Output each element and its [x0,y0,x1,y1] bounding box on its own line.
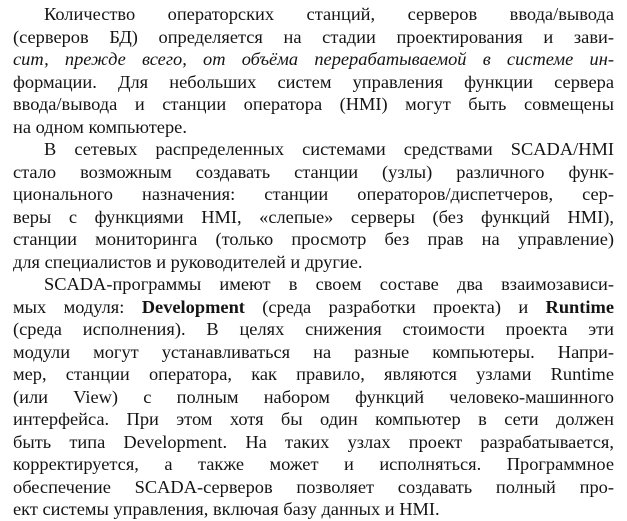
text-run: обеспечение SCADA-серверов позволяет создавать полный про- [13,476,614,497]
text-run: ционального назначения: станции операторов/диспетчеров, сер- [13,184,614,204]
italic-text: сит, прежде всего, от объёма перерабатываемой в системе ин- [13,49,614,69]
text-run: В сетевых распределенных системами средствами SCADA/HMI [44,139,614,159]
text-run: веры с функциями HMI, «слепые» серверы (без функций HMI), [13,206,614,227]
text-run: станции мониторинга (только просмотр без прав на управление) [13,229,614,249]
text-line [13,206,614,229]
text-run: на одном компьютере. [13,116,187,137]
text-line [13,93,614,116]
text-run: SCADA-программы имеют в своем составе два взаимозависи- [44,274,614,294]
text-line [13,116,614,139]
text-run: (серверов БД) определяется на стадии проектирования и зави- [13,26,614,47]
text-line [13,183,614,206]
paragraph [13,273,614,521]
text-line [13,431,614,454]
text-run: (или View) с полным набором функций человеко-машинного [13,386,614,407]
text-run: мер, станции оператора, как правило, являются узлами Runtime [13,364,614,384]
text-line [13,363,614,386]
text-line [13,453,614,476]
document-page [13,3,614,521]
text-line [13,386,614,409]
text-line [13,161,614,184]
text-run: мых модуля: [13,296,142,317]
text-line [13,341,614,364]
paragraph [13,138,614,273]
text-run: корректируется, а также может и исполняться. Программное [13,454,614,474]
text-line [13,26,614,49]
bold-term: Runtime [545,296,614,317]
paragraph [13,3,614,138]
text-line [13,3,614,26]
text-run: стало возможным создавать станции (узлы) различного функ- [13,161,614,182]
text-line [13,408,614,431]
text-line [13,318,614,341]
bold-term: Development [141,296,245,317]
text-line [13,138,614,161]
text-line [13,476,614,499]
text-line [13,228,614,251]
text-run: Количество операторских станций, серверов ввода/вывода [44,4,614,24]
text-run: модули могут устанавливаться на разные компьютеры. Напри- [13,341,614,362]
text-line [13,296,614,319]
text-run: формации. Для небольших систем управления функции сервера [13,71,614,92]
text-run: интерфейса. При этом хотя бы один компьютер в сети должен [13,409,614,429]
text-line [13,498,614,521]
text-run: для специалистов и руководителей и другие. [13,251,363,272]
text-run: ввода/вывода и станции оператора (HMI) могут быть совмещены [13,94,614,114]
text-line [13,48,614,71]
text-line [13,71,614,94]
text-line [13,251,614,274]
text-run: быть типа Development. На таких узлах проект разрабатывается, [13,431,614,452]
text-run: ект системы управления, включая базу данных и HMI. [13,499,440,519]
text-line [13,273,614,296]
text-run: (среда исполнения). В целях снижения стоимости проекта эти [13,319,614,339]
text-run: (среда разработки проекта) и [244,296,546,317]
